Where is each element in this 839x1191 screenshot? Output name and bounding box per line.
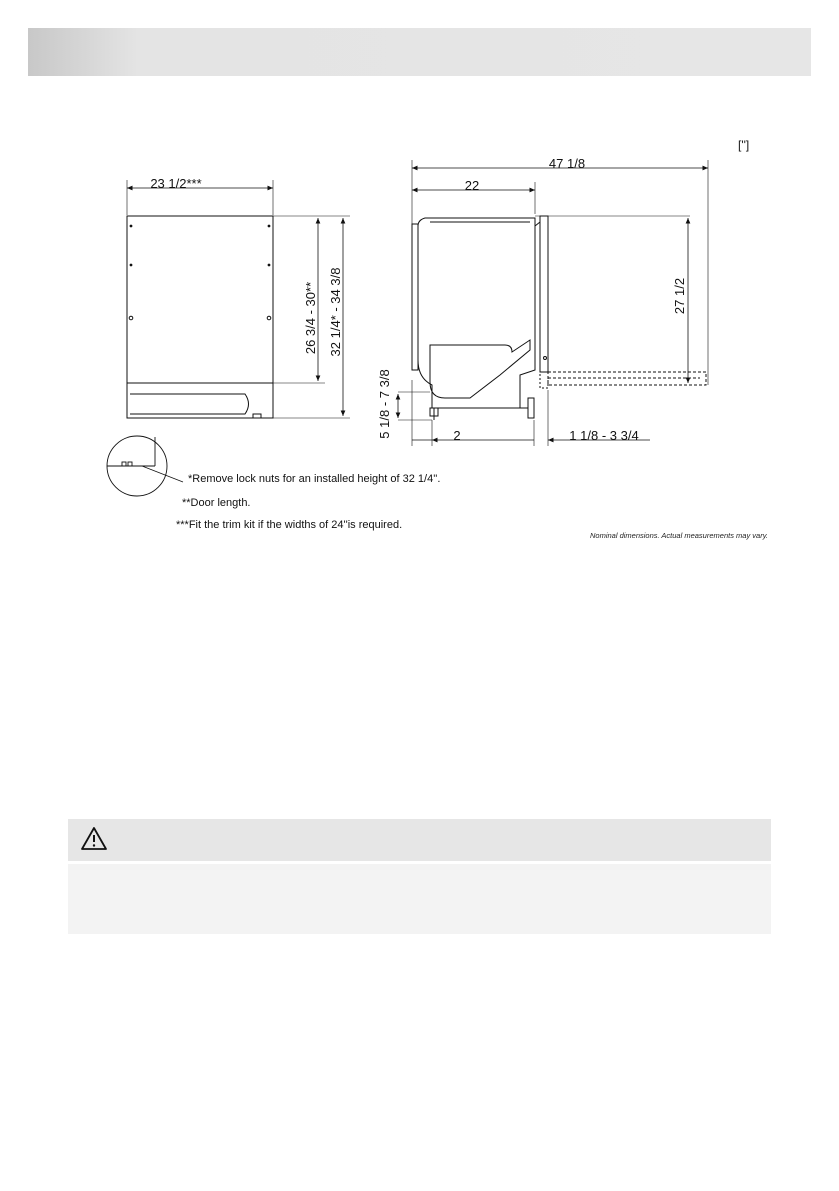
total-height-label: 32 1/4* - 34 3/8 (328, 267, 343, 357)
overall-depth-label: 47 1/8 (548, 156, 586, 171)
caution-body (68, 864, 771, 934)
units-label: [''] (738, 138, 750, 152)
nominal-disclaimer: Nominal dimensions. Actual measurements may vary. (590, 531, 768, 540)
note-door-length: **Door length. (182, 497, 251, 509)
cabinet-depth-label: 22 (464, 178, 480, 193)
foot-offset-label: 2 (453, 428, 461, 443)
front-width-label: 23 1/2*** (150, 176, 202, 191)
lock-nut-detail (107, 436, 183, 496)
foot-height-label: 5 1/8 - 7 3/8 (377, 369, 392, 439)
note-lock-nuts: *Remove lock nuts for an installed height of 32 1/4''. (188, 473, 441, 485)
note-trim-kit: ***Fit the trim kit if the widths of 24''is required. (176, 519, 403, 531)
warning-triangle-icon (80, 826, 108, 852)
caution-header (68, 819, 771, 861)
side-height-label: 27 1/2 (672, 277, 687, 315)
door-gap-label: 1 1/8 - 3 3/4 (569, 428, 639, 443)
side-view (398, 160, 708, 446)
door-height-label: 26 3/4 - 30** (303, 281, 318, 355)
